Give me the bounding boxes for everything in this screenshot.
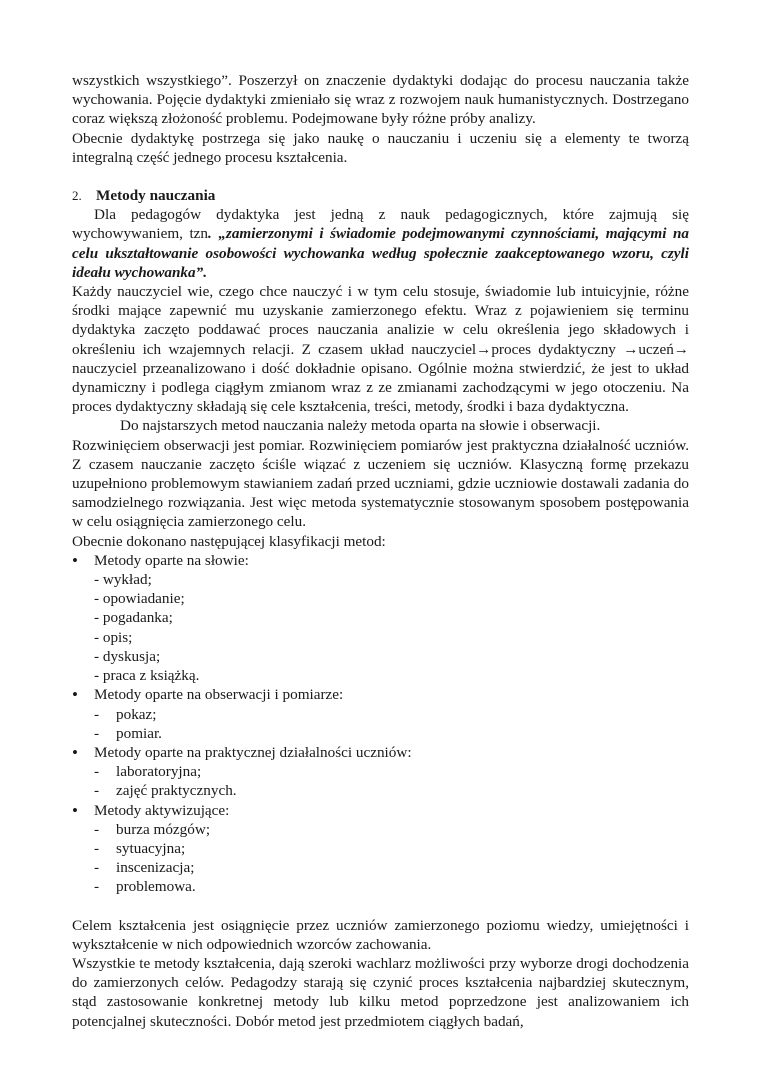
- method-item: - dyskusja;: [94, 647, 161, 665]
- methods-group-practical: [72, 743, 689, 801]
- definition-paragraph: [72, 205, 689, 282]
- method-item: - opis;: [94, 628, 133, 646]
- methods-group-word: [72, 551, 689, 685]
- method-item: - praca z książką.: [94, 667, 200, 685]
- method-item: - problemowa.: [94, 878, 196, 896]
- method-item: - zajęć praktycznych.: [94, 782, 237, 800]
- section-heading: [72, 186, 689, 205]
- method-item: - inscenizacja;: [94, 859, 195, 877]
- methods-list: [72, 551, 689, 897]
- method-item: - pomiar.: [94, 724, 162, 742]
- methods-sublist: [94, 820, 689, 897]
- intro-paragraph-2: Obecnie dydaktykę postrzega się jako naukę o nauczaniu i uczeniu się a elementy te tworzą integralną część jednego procesu kształcenia.: [72, 129, 689, 166]
- methods-group-label: Metody aktywizujące:: [94, 801, 230, 819]
- methods-group-label: Metody oparte na słowie:: [94, 551, 249, 569]
- methods-sublist: [94, 762, 689, 800]
- method-item: - laboratoryjna;: [94, 763, 202, 781]
- methods-group-label: Metody oparte na obserwacji i pomiarze:: [94, 686, 344, 704]
- development-paragraph: Rozwinięciem obserwacji jest pomiar. Rozwinięciem pomiarów jest praktyczna działalność uczniów. Z czasem nauczanie zaczęto ściśle wiązać z uczeniem się uczniów. Klasyczną formę przekazu uzupełniono problemowym stawianiem zadań przed uczniami, gdzie uczniowie dostawali zadania do samodzielnego rozwiązania. Jest więc metoda systematycznie stosowanym sposobem postępowania w celu osiągnięcia zamierzonego celu.: [72, 436, 689, 531]
- classification-intro: Obecnie dokonano następującej klasyfikacji metod:: [72, 532, 386, 550]
- method-item: - wykład;: [94, 571, 152, 589]
- methods-group-label: Metody oparte na praktycznej działalności uczniów:: [94, 743, 412, 761]
- methods-sublist: [94, 570, 689, 685]
- teacher-paragraph: Każdy nauczyciel wie, czego chce nauczyć i w tym celu stosuje, świadomie lub intuicyjnie, różne środki mające zapewnić mu uzyskanie zamierzonego efektu. Wraz z pojawieniem się terminu dydaktyka zaczęto poddawać proces nauczania analizie w celu określenia jego składowych i określeniu ich wzajemnych relacji. Z czasem układ nauczyciel→proces dydaktyczny →uczeń→ nauczyciel przeanalizowano i dość dokładnie opisano. Ogólnie można stwierdzić, że jest to układ dynamiczny i podlega ciągłym zmianom wraz z ze zmianami zachodzącymi w jego otoczeniu. Na proces dydaktyczny składają się cele kształcenia, treści, metody, środki i baza dydaktyczna.: [72, 283, 689, 416]
- definition-quote: . „zamierzonymi i świadomie podejmowanymi czynnościami, mającymi na celu ukształtowanie osobowości wychowanka według społecznie zaakceptowanego wzoru, czyli ideału wychowanka”.: [72, 225, 689, 281]
- method-item: - pokaz;: [94, 705, 157, 723]
- spacer: [72, 897, 689, 916]
- goal-paragraph: Celem kształcenia jest osiągnięcie przez uczniów zamierzonego poziomu wiedzy, umiejętności i wykształcenie w nich odpowiednich wzorców zachowania.: [72, 916, 689, 953]
- method-item: - burza mózgów;: [94, 820, 211, 838]
- method-item: - sytuacyjna;: [94, 839, 186, 857]
- methods-sublist: [94, 705, 689, 743]
- intro-paragraph-1: wszystkich wszystkiego”. Poszerzył on znaczenie dydaktyki dodając do procesu nauczania także wychowania. Pojęcie dydaktyki zmieniało się wraz z rozwojem nauk humanistycznych. Dostrzegano coraz większą złożoność problemu. Podejmowane były różne próby analizy.: [72, 72, 689, 128]
- method-item: - opowiadanie;: [94, 590, 185, 608]
- methods-summary-paragraph: Wszystkie te metody kształcenia, dają szeroki wachlarz możliwości przy wyborze drogi dochodzenia do zamierzonych celów. Pedagodzy starają się czynić proces kształcenia najbardziej skutecznym, stąd zastosowanie konkretnej metody lub kilku metod poprzedzone jest analizowaniem ich potencjalnej skuteczności. Dobór metod jest przedmiotem ciągłych badań,: [72, 954, 689, 1030]
- oldest-methods-paragraph: Do najstarszych metod nauczania należy metoda oparta na słowie i obserwacji.: [120, 417, 601, 435]
- section-title: Metody nauczania: [96, 187, 216, 205]
- section-number: 2.: [72, 188, 82, 204]
- methods-group-observation: [72, 685, 689, 743]
- document-page: [72, 71, 689, 1031]
- definition-intro: Dla pedagogów dydaktyka jest jedną z nauk pedagogicznych, które zajmują się wychowywaniem, tzn: [72, 206, 689, 243]
- method-item: - pogadanka;: [94, 609, 173, 627]
- methods-group-activating: [72, 801, 689, 897]
